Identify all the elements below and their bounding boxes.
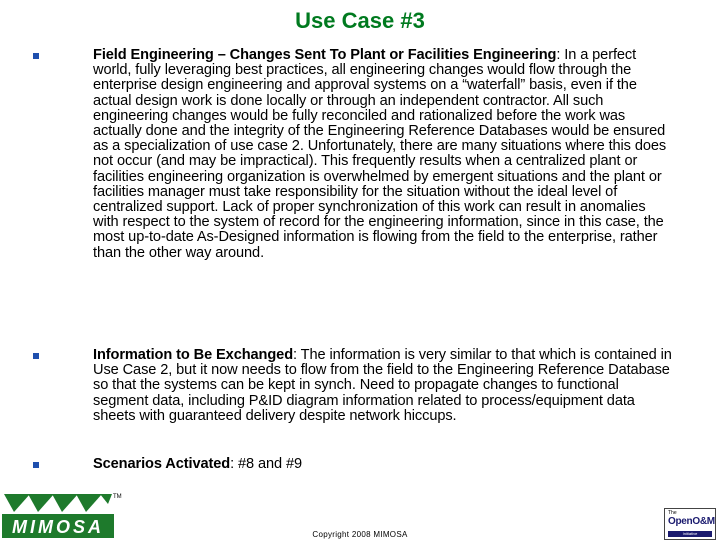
bullet-text (93, 348, 673, 424)
bullet-heading: Scenarios Activated (93, 456, 231, 472)
openom-name: OpenO&M (668, 516, 715, 527)
bullet-body: : In a perfect world, fully leveraging best practices, all engineering changes would flow through the enterprise design engineering and approval systems on a “waterfall” basis, even if the actual design work is done locally or through an independent contractor. All such engineering changes would be fully reconciled and rationalized before the work was actually done and the integrity of the Engineering Reference Databases would be ensured as a specialization of use case 2. Unfortunately, there are many situations where this does not occur (and may be impractical). This frequently results when a centralized plant or facilities engineering organization is overwhelmed by emergent situations and the plant or facilities manager must take responsibility for the situation without the ideal level of centralized support. Lack of proper synchronization of this work can result in anomalies with respect to the system of record for the engineering information, since in this case, the most up-to-date As-Designed information is flowing from the field to the enterprise, rather than the other way around. (93, 47, 667, 261)
slide-title: Use Case #3 (295, 8, 425, 33)
bullet-body: : The information is very similar to that which is contained in Use Case 2, but it now needs to flow from the field to the Engineering Reference Database so that the systems can be kept in synch. Need to propagate changes to functional segment data, including P&ID diagram information related to process/equipment data sheets with guaranteed delivery despite network hiccups. (93, 347, 672, 424)
bullet-marker (33, 462, 39, 468)
bullet-marker (33, 53, 39, 59)
bullet-body: : #8 and #9 (230, 456, 303, 472)
bullet-heading: Information to Be Exchanged (93, 347, 294, 363)
openom-the: The (668, 510, 677, 516)
bullet-marker (33, 353, 39, 359)
openom-initiative: Initiative (668, 531, 712, 537)
mimosa-logo-text: MIMOSA (12, 517, 104, 537)
bullet-text (93, 457, 673, 472)
trademark-mark: TM (113, 494, 122, 500)
openom-logo (664, 508, 716, 540)
bullet-text (93, 48, 673, 261)
copyright-text: Copyright 2008 MIMOSA (312, 530, 408, 539)
bullet-heading: Field Engineering – Changes Sent To Plant or Facilities Engineering (93, 47, 557, 63)
